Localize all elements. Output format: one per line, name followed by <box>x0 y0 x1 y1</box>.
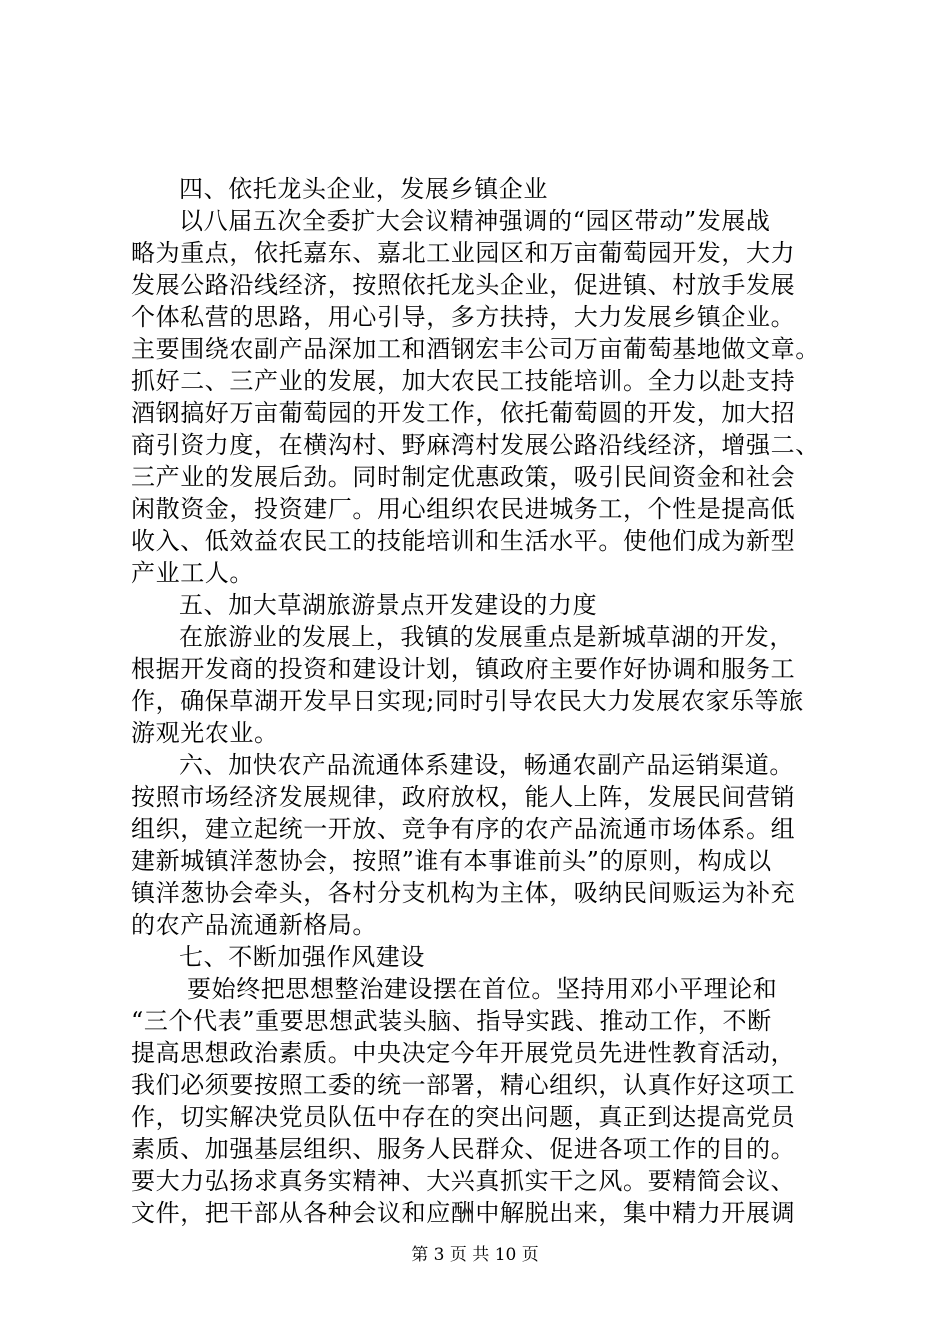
text-line: 以八届五次全委扩大会议精神强调的“园区带动”发展战 <box>179 207 771 235</box>
page-footer: 第 3 页 共 10 页 <box>411 1245 539 1265</box>
text-line: 产业工人。 <box>131 559 254 587</box>
text-line: “三个代表”重要思想武装头脑、指导实践、推动工作，不断 <box>131 1007 772 1035</box>
text-line: 五、加大草湖旅游景点开发建设的力度 <box>179 591 598 619</box>
text-line: 游观光农业。 <box>131 719 279 747</box>
text-line: 七、不断加强作风建设 <box>179 943 425 971</box>
text-line: 三产业的发展后劲。同时制定优惠政策，吸引民间资金和社会 <box>131 463 796 491</box>
text-line: 闲散资金，投资建厂。用心组织农民进城务工，个性是提高低 <box>131 495 796 523</box>
text-line: 商引资力度，在横沟村、野麻湾村发展公路沿线经济，增强二、 <box>131 431 820 459</box>
text-line: 作，切实解决党员队伍中存在的突出问题，真正到达提高党员 <box>131 1103 796 1131</box>
text-line: 提高思想政治素质。中央决定今年开展党员先进性教育活动， <box>131 1039 796 1067</box>
text-line: 素质、加强基层组织、服务人民群众、促进各项工作的目的。 <box>131 1135 796 1163</box>
text-line: 个体私营的思路，用心引导，多方扶持，大力发展乡镇企业。 <box>131 303 796 331</box>
text-line: 主要围绕农副产品深加工和酒钢宏丰公司万亩葡萄基地做文章。 <box>131 335 820 363</box>
text-line: 在旅游业的发展上，我镇的发展重点是新城草湖的开发， <box>179 623 794 651</box>
text-line: 发展公路沿线经济，按照依托龙头企业，促进镇、村放手发展 <box>131 271 796 299</box>
text-line: 按照市场经济发展规律，政府放权，能人上阵，发展民间营销 <box>131 783 796 811</box>
text-line: 建新城镇洋葱协会，按照”谁有本事谁前头”的原则，构成以 <box>131 847 772 875</box>
text-line: 镇洋葱协会牵头，各村分支机构为主体，吸纳民间贩运为补充 <box>131 879 796 907</box>
text-line: 组织，建立起统一开放、竞争有序的农产品流通市场体系。组 <box>131 815 796 843</box>
text-line: 六、加快农产品流通体系建设，畅通农副产品运销渠道。 <box>179 751 794 779</box>
text-line: 的农产品流通新格局。 <box>131 911 377 939</box>
text-line: 略为重点，依托嘉东、嘉北工业园区和万亩葡萄园开发，大力 <box>131 239 796 267</box>
text-line: 文件，把干部从各种会议和应酬中解脱出来，集中精力开展调 <box>131 1199 796 1227</box>
text-line: 抓好二、三产业的发展，加大农民工技能培训。全力以赴支持 <box>131 367 796 395</box>
text-line: 我们必须要按照工委的统一部署，精心组织，认真作好这项工 <box>131 1071 796 1099</box>
text-line: 要始终把思想整治建设摆在首位。坚持用邓小平理论和 <box>187 975 778 1003</box>
text-line: 要大力弘扬求真务实精神、大兴真抓实干之风。要精简会议、 <box>131 1167 796 1195</box>
text-line: 酒钢搞好万亩葡萄园的开发工作，依托葡萄圆的开发，加大招 <box>131 399 796 427</box>
text-line: 四、依托龙头企业，发展乡镇企业 <box>179 175 548 203</box>
text-line: 根据开发商的投资和建设计划，镇政府主要作好协调和服务工 <box>131 655 796 683</box>
text-line: 作，确保草湖开发早日实现;同时引导农民大力发展农家乐等旅 <box>131 687 804 715</box>
text-line: 收入、低效益农民工的技能培训和生活水平。使他们成为新型 <box>131 527 796 555</box>
